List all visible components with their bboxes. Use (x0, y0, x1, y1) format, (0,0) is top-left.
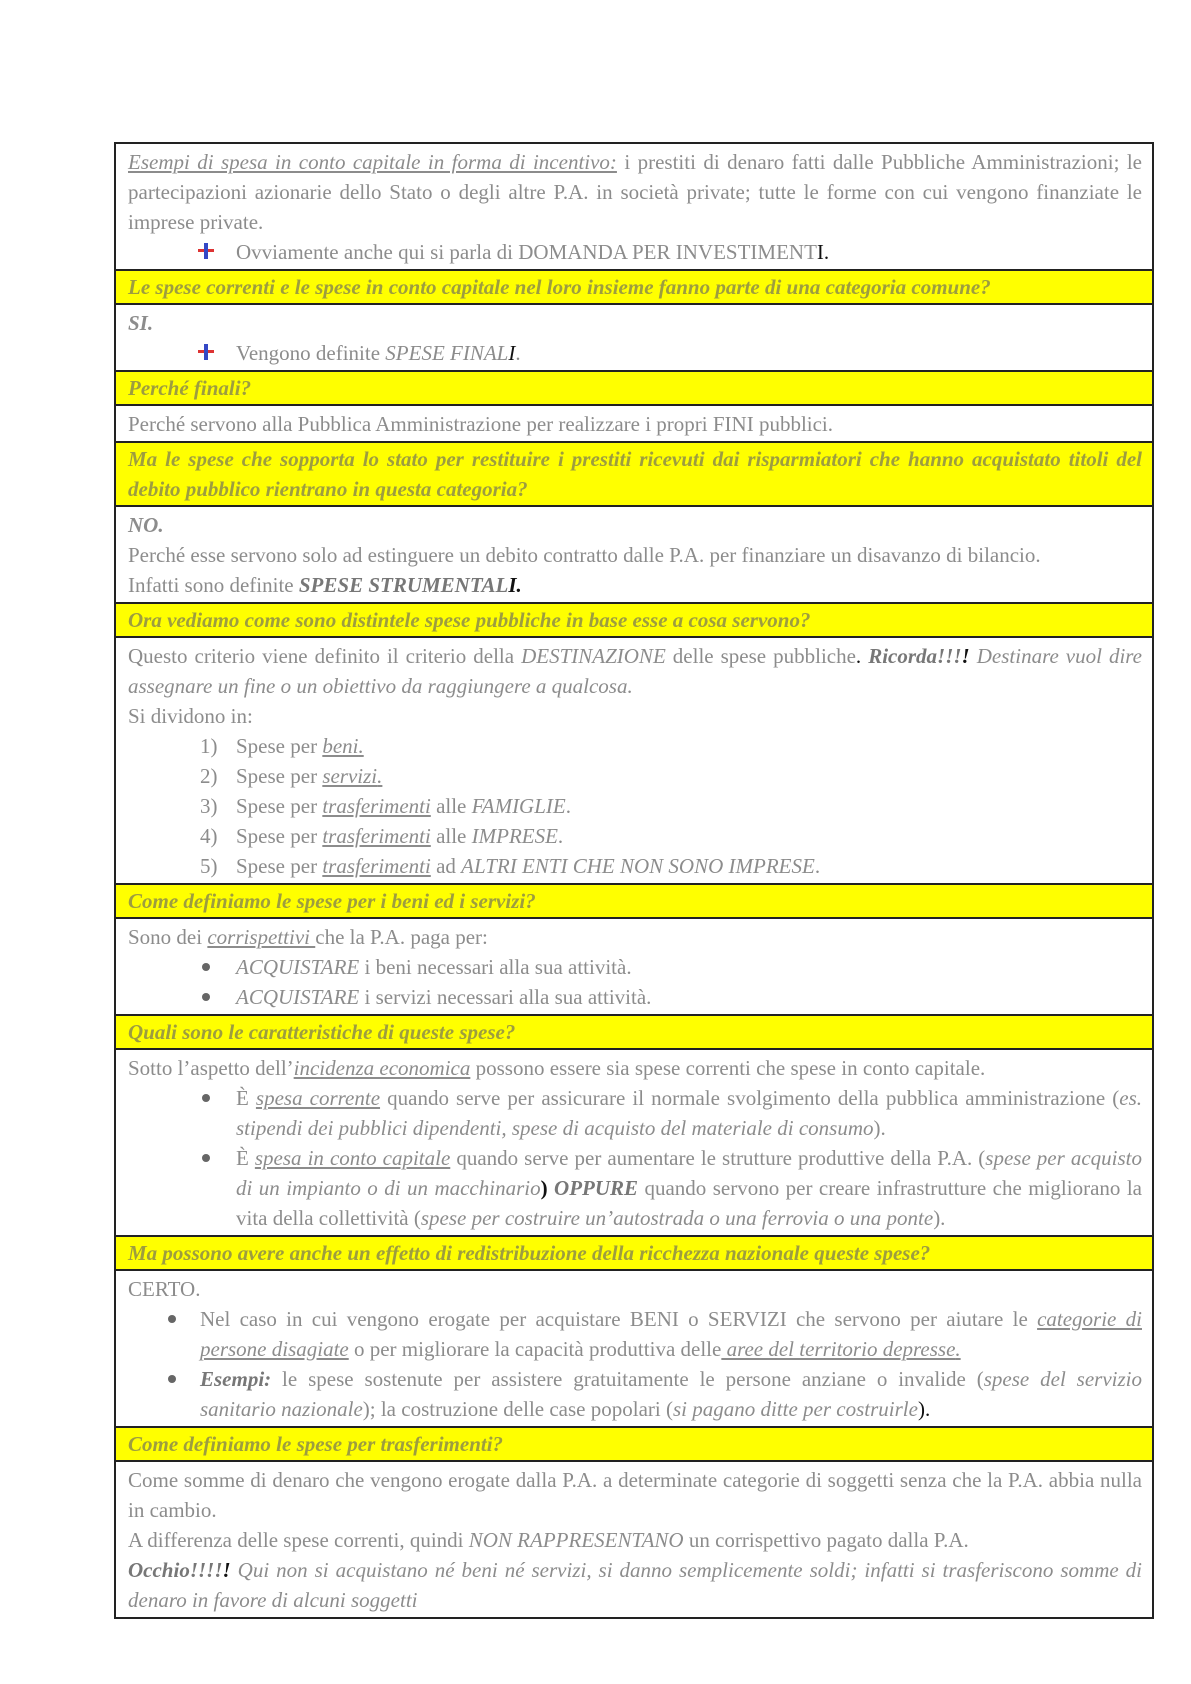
answer-text: CERTO. (128, 1277, 201, 1301)
answer-row (115, 506, 1153, 603)
answer-row (115, 918, 1153, 1015)
list-example: spese per acquisto di un impianto o di un macchinario (236, 1146, 1142, 1200)
list-item (128, 952, 1142, 982)
question-text: Le spese correnti e le spese in conto capitale nel loro insieme fanno parte di una categoria comune? (115, 270, 1153, 304)
list-keyword: OPPURE (547, 1176, 639, 1200)
list-text: . (565, 794, 571, 818)
list-text: i beni necessari alla sua attività. (359, 955, 632, 979)
list-target: ALTRI ENTI CHE NON SONO IMPRESE (461, 854, 815, 878)
list-text: ). (873, 1116, 886, 1140)
list-item (128, 851, 1142, 881)
list-text: alle (430, 794, 472, 818)
question-text: Come definiamo le spese per i beni ed i servizi? (115, 884, 1153, 918)
list-term: ACQUISTARE (236, 955, 360, 979)
list-text: Spese per (236, 854, 323, 878)
list-text: È (236, 1086, 256, 1110)
arrow-bullet-icon (198, 344, 214, 360)
list-example: es. stipendi dei pubblici dipendenti, spese di acquisto del materiale di consumo (236, 1086, 1143, 1140)
list-item (128, 791, 1142, 821)
list-target: FAMIGLIE (471, 794, 566, 818)
list-text: . (955, 1337, 961, 1361)
answer-row (115, 1461, 1153, 1618)
answer-text: Sono dei (128, 925, 208, 949)
question-row (115, 1427, 1153, 1461)
answer-term: incidenza economica (293, 1056, 471, 1080)
list-text: quando serve per assicurare il normale svolgimento della pubblica amministrazione ( (380, 1086, 1120, 1110)
answer-text: Perché esse servono solo ad estinguere un debito contratto dalle P.A. per finanziare un disavanzo di bilancio. (128, 543, 1041, 567)
answer-text-mark: . (855, 644, 869, 668)
list-term: ACQUISTARE (236, 985, 360, 1009)
list-term: aree del territorio depresse (721, 1337, 956, 1361)
list-text: Nel caso in cui vengono erogate per acquistare BENI o SERVIZI che servono per aiutare le (200, 1307, 1038, 1331)
warning-label: Occhio!!!! (128, 1558, 223, 1582)
answer-term-mark: I (508, 573, 517, 597)
list-number: 1) (200, 734, 218, 758)
question-text: Ora vediamo come sono distintele spese pubbliche in base esse a cosa servono? (115, 603, 1153, 637)
list-item (128, 982, 1142, 1012)
list-example: spese del servizio sanitario nazionale (200, 1367, 1142, 1421)
answer-term: SPESE STRUMENTAL (298, 573, 509, 597)
warning-text: Qui non si acquistano né beni né servizi, si danno semplicemente soldi; infatti si trasferiscono somme di denaro in favore di alcuni soggetti (128, 1558, 1142, 1612)
list-term: servizi (322, 764, 378, 788)
list-text: i servizi necessari alla sua attività. (359, 985, 652, 1009)
answer-term: DESTINAZIONE (521, 644, 666, 668)
document-page (114, 142, 1154, 1619)
list-term: spesa corrente (255, 1086, 381, 1110)
answer-term: NON RAPPRESENTANO (468, 1528, 684, 1552)
answer-row (115, 405, 1153, 442)
list-number: 5) (200, 854, 218, 878)
row-incentive-examples (115, 143, 1153, 270)
bullet-dot-icon (202, 1094, 210, 1102)
list-item (128, 237, 1142, 267)
answer-text: Perché servono alla Pubblica Amministrazione per realizzare i propri FINI pubblici. (115, 405, 1153, 442)
list-text: Spese per (236, 824, 323, 848)
answer-text: un corrispettivo pagato dalla P.A. (683, 1528, 969, 1552)
answer-text: Questo criterio viene definito il criterio della (128, 644, 522, 668)
answer-text: Infatti sono definite (128, 573, 299, 597)
answer-row (115, 637, 1153, 884)
list-item (128, 1143, 1142, 1233)
list-text: . (557, 824, 564, 848)
list-term: trasferimenti (322, 854, 431, 878)
list-number: 4) (200, 824, 218, 848)
question-text: Ma le spese che sopporta lo stato per restituire i prestiti ricevuti dai risparmiatori che hanno acquistato titoli del debito pubblico rientrano in questa categoria? (128, 447, 1142, 501)
list-item (128, 1083, 1142, 1143)
list-text: le spese sostenute per assistere gratuitamente le persone anziane o invalide ( (271, 1367, 984, 1391)
bullet-dot-icon (202, 993, 210, 1001)
list-text: alle (430, 824, 472, 848)
list-text: Spese per (236, 794, 323, 818)
list-text: . (377, 764, 383, 788)
list-term: categorie di persone disagiate (200, 1307, 1142, 1361)
arrow-bullet-icon (198, 243, 214, 259)
question-text: Ma possono avere anche un effetto di redistribuzione della ricchezza nazionale queste spese? (115, 1236, 1153, 1270)
qa-table (114, 142, 1154, 1619)
reminder-mark: ! (961, 644, 970, 668)
list-item (128, 1364, 1142, 1424)
list-item (128, 821, 1142, 851)
list-number: 3) (200, 794, 218, 818)
list-number: 2) (200, 764, 218, 788)
question-row (115, 442, 1153, 506)
list-term: trasferimenti (322, 824, 431, 848)
answer-text: SI. (128, 311, 154, 335)
list-text: quando servono per creare infrastrutture che migliorano la vita della collettività ( (236, 1176, 1142, 1230)
bullet-dot-icon (202, 1154, 210, 1162)
answer-row (115, 1270, 1153, 1427)
answer-row (115, 1049, 1153, 1236)
incentive-heading: Esempi di spesa in conto capitale in forma di incentivo: (128, 150, 617, 174)
list-text: . (814, 854, 821, 878)
question-row (115, 1015, 1153, 1049)
list-item (128, 338, 1142, 368)
incentive-text: i prestiti di denaro fatti dalle Pubbliche Amministrazioni; le partecipazioni azionarie dello Stato o degli altre P.A. in società private; tutte le forme con cui vengono finanziate le imprese private. (128, 150, 1143, 234)
answer-text: Sotto l’aspetto dell’ (128, 1056, 294, 1080)
list-example: spese per costruire un’autostrada o una ferrovia o una ponte (420, 1206, 934, 1230)
list-text: È (236, 1146, 255, 1170)
list-target: IMPRESE (471, 824, 558, 848)
answer-text: possono essere sia spese correnti che spese in conto capitale. (470, 1056, 986, 1080)
list-item (128, 761, 1142, 791)
question-row (115, 371, 1153, 405)
list-keyword: Esempi: (200, 1367, 272, 1391)
question-text: Come definiamo le spese per trasferimenti? (115, 1427, 1153, 1461)
answer-text: NO. (128, 513, 164, 537)
answer-text: delle spese pubbliche (665, 644, 856, 668)
list-item (128, 731, 1142, 761)
reminder-label: Ricorda!!! (868, 644, 962, 668)
bullet-text-end: . (515, 341, 521, 365)
list-item (128, 1304, 1142, 1364)
question-text: Quali sono le caratteristiche di queste spese? (115, 1015, 1153, 1049)
warning-mark: ! (222, 1558, 231, 1582)
question-row (115, 270, 1153, 304)
reminder-text: Destinare vuol dire assegnare un fine o un obiettivo da raggiungere a qualcosa. (128, 644, 1143, 698)
list-text: o per migliorare la capacità produttiva delle (348, 1337, 722, 1361)
list-text-mark: ) (917, 1397, 925, 1421)
answer-text: che la P.A. paga per: (315, 925, 488, 949)
list-text: Spese per (236, 734, 323, 758)
answer-row (115, 304, 1153, 371)
list-text: ). (933, 1206, 946, 1230)
list-term: spesa in conto capitale (254, 1146, 451, 1170)
list-text: Spese per (236, 764, 323, 788)
destination-list (128, 731, 1142, 881)
answer-term-end: . (516, 573, 522, 597)
bullet-text-mark: I (816, 240, 824, 264)
bullet-dot-icon (202, 963, 210, 971)
bullet-term-mark: I (508, 341, 516, 365)
list-term: beni (322, 734, 359, 758)
list-text: ); la costruzione delle case popolari ( (362, 1397, 673, 1421)
list-text: quando serve per aumentare le strutture produttive della P.A. ( (450, 1146, 986, 1170)
bullet-dot-icon (168, 1315, 176, 1323)
answer-term: corrispettivi (207, 925, 316, 949)
bullet-text: Vengono definite (236, 341, 386, 365)
answer-text: A differenza delle spese correnti, quindi (128, 1528, 469, 1552)
question-text: Perché finali? (115, 371, 1153, 405)
bullet-term: SPESE FINAL (385, 341, 509, 365)
question-row (115, 603, 1153, 637)
list-text-mark: ) (540, 1176, 548, 1200)
list-term: trasferimenti (322, 794, 431, 818)
question-row (115, 1236, 1153, 1270)
bullet-text: Ovviamente anche qui si parla di DOMANDA PER INVESTIMENT (236, 240, 817, 264)
list-text: ad (430, 854, 462, 878)
list-text: . (358, 734, 364, 758)
bullet-text-end: . (823, 240, 830, 264)
list-example: si pagano ditte per costruirle (672, 1397, 918, 1421)
list-text-end: . (924, 1397, 931, 1421)
bullet-dot-icon (168, 1375, 176, 1383)
answer-text: Si dividono in: (128, 704, 253, 728)
question-row (115, 884, 1153, 918)
answer-text: Come somme di denaro che vengono erogate dalla P.A. a determinate categorie di soggetti senza che la P.A. abbia nulla in cambio. (128, 1468, 1142, 1522)
